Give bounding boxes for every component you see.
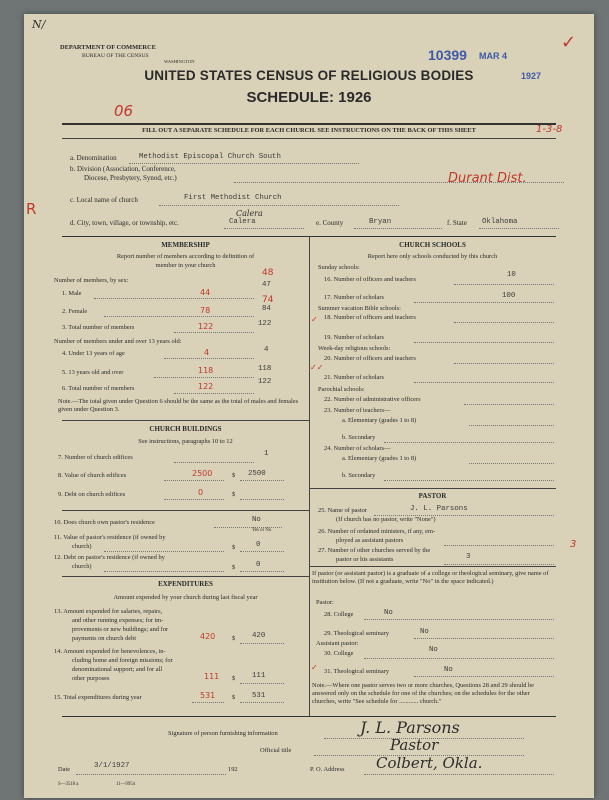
form-number: S—3518 a [58, 782, 79, 787]
q24a-label: a. Elementary (grades 1 to 8) [342, 455, 417, 462]
q5-label: 5. 13 years old and over [62, 369, 124, 376]
q21-check-icon: ✓✓ [310, 363, 324, 372]
q30-value: No [429, 646, 438, 654]
q26-label-2: ployed as assistant pastors [336, 537, 404, 544]
schools-subtitle: Report here only schools conducted by this church [367, 253, 498, 260]
q5-value: 118 [258, 365, 272, 373]
date-label: Date [58, 766, 71, 773]
q3-value: 122 [258, 320, 272, 328]
q8-value: 2500 [248, 470, 266, 478]
q8-label: 8. Value of church edifices [58, 472, 127, 479]
schedule-title: SCHEDULE: 1926 [246, 89, 372, 106]
state-label: f. State [447, 219, 467, 227]
signature-value: J. L. Parsons [360, 718, 460, 737]
membership-title: MEMBERSHIP [161, 241, 210, 249]
division-label-1: b. Division (Association, Conference, [70, 165, 176, 173]
county-label: e. County [316, 219, 344, 227]
pastor-note: Note.—Where one pastor serves two or more churches, Questions 28 and 29 should be answered only on the schedule for one of the churches; on the schedules for the other churches, write "See schedule for ............ church." [312, 682, 535, 705]
parochial-heading: Parochial schools: [318, 386, 365, 393]
red-date: 1-3-8 [536, 124, 563, 135]
q9-pencil: 0 [198, 488, 204, 497]
city-handwritten: Calera [236, 209, 263, 218]
q2-label: 2. Female [62, 308, 88, 315]
q15-value: 531 [252, 692, 266, 700]
membership-subtitle-2: member in your church [155, 262, 216, 269]
bureau-label: BUREAU OF THE CENSUS [82, 53, 149, 59]
q16-label: 16. Number of officers and teachers [324, 276, 416, 283]
city-value: Calera [229, 218, 256, 226]
instructions-line: FILL OUT A SEPARATE SCHEDULE FOR EACH CHURCH. SEE INSTRUCTIONS ON THE BACK OF THIS SHEET [142, 127, 476, 134]
q25-label: 25. Name of pastor [318, 507, 367, 514]
q14-value: 111 [252, 672, 266, 680]
received-stamp-number: 10399 [428, 47, 467, 63]
sex-heading: Number of members, by sex: [54, 277, 129, 284]
corner-mark: N/ [32, 18, 46, 31]
received-stamp-year: 1927 [521, 71, 542, 81]
q7-value: 1 [264, 450, 269, 458]
form-number-2: 11—9954 [116, 782, 136, 787]
q23b-label: b. Secondary [342, 434, 376, 441]
division-label-2: Diocese, Presbytery, Synod, etc.) [84, 174, 177, 182]
check-mark-icon: ✓ [561, 32, 577, 53]
red-code: 06 [114, 102, 134, 120]
membership-note: Note.—The total given under Question 6 should be the same as the total of males and females given under Question 3. [58, 398, 299, 413]
graduate-note: If pastor (or assistant pastor) is a graduate of a college or theological seminary, give name of institution below. (If not a graduate, write "No" in the space indicated.) [312, 570, 549, 585]
q17-label: 17. Number of scholars [324, 294, 384, 301]
q14-pencil: 111 [204, 672, 220, 681]
assistant-heading: Assistant pastor: [316, 640, 359, 647]
state-value: Oklahoma [482, 218, 518, 226]
q29-label: 29. Theological seminary [324, 630, 390, 637]
q27-value: 3 [466, 553, 471, 561]
expenditures-subtitle: Amount expended by your church during last fiscal year [113, 594, 258, 601]
q13-line-3: provements or new buildings; and for [72, 626, 169, 633]
q24b-label: b. Secondary [342, 472, 376, 479]
denomination-label: a. Denomination [70, 154, 117, 162]
q4-pencil: 4 [204, 348, 210, 357]
q23-label: 23. Number of teachers— [324, 407, 391, 414]
q12-label-2: church) [72, 563, 92, 570]
q27-label-1: 27. Number of other churches served by the [318, 547, 431, 554]
q31-value: No [444, 666, 453, 674]
official-title-label: Official title [260, 747, 292, 754]
q10-label: 10. Does church own pastor's residence [54, 519, 155, 526]
q1-pencil: 44 [200, 288, 211, 297]
sunday-heading: Sunday schools: [318, 264, 360, 271]
q1-label: 1. Male [62, 290, 82, 297]
po-address-label: P. O. Address [310, 766, 345, 773]
q3-pencil: 122 [198, 322, 214, 331]
q16-value: 10 [507, 271, 516, 279]
q4-value: 4 [264, 346, 269, 354]
q13-value: 420 [252, 632, 266, 640]
q29-value: No [420, 628, 429, 636]
age-heading: Number of members under and over 13 years old: [54, 338, 182, 345]
q14-line-2: cluding home and foreign missions; for [72, 657, 173, 664]
q14-line-4: other purposes [72, 675, 110, 682]
q1-value: 47 [262, 281, 271, 289]
department-label: DEPARTMENT OF COMMERCE [60, 44, 156, 51]
q25-hint: (If church has no pastor, write "None") [336, 516, 436, 523]
q11-label-1: 11. Value of pastor's residence (if owned by [54, 534, 166, 541]
q27-red: 3 [570, 539, 577, 550]
received-stamp-date: MAR 4 [479, 51, 508, 61]
q9-label: 9. Debt on church edifices [58, 491, 126, 498]
census-form: N/ DEPARTMENT OF COMMERCE BUREAU OF THE CENSUS WASHINGTON 10399 MAR 4 1927 ✓ UNITED STATES CENSUS OF RELIGIOUS BODIES SCHEDULE: 1926 06 FILL OUT A SEPARATE SCHEDULE FOR EACH CHURCH. SEE INSTRUCTIONS ON THE BACK OF THIS SHEET 1-3-8 a. Denomination Methodist Episcopal Church South b. Division (Association, Conference, Diocese, Presbytery, Synod, etc.) Durant Dist. R c. Local name of church First Methodist Church d. City, town, village, or township, etc. Calera Calera e. County Bryan f. State Oklahoma MEMBERSHIP Report number of members according to definition of member in your church Number of members, by sex: 1. Male 44 48 47 2. Female 78 74 84 3. Total number of members 122 122 Number of members under and over 13 years old: 4. Under 13 years of age 4 4 5. 13 years old and over 118 118 6. Total number of members 122 122 Note.—The total given under Question 6 should be the same as the total of males and females given under Question 3. CHURCH BUILDINGS See instructions, paragraphs 10 to 12 7. Number of church edifices 1 8. Value of church edifices 2500 $ 2500 9. Debt on church edifices 0 $ 10. Does church own pastor's residence No Yes or No 11. Value of pastor's residence (if owned by church) $ 0 12. Debt on pastor's residence (if owned by church) $ 0 EXPENDITURES Amount expended by your church during last fiscal year 13. Amount expended for salaries, repairs, and other running expenses; for im- provements or new buildings; and for payments on church debt 420 $ 420 14. Amount expended for benevolences, in- cluding home and foreign missions; for denominational support; and for all other purposes 111 $ 111 15. Total expenditures during year 531 $ 531 CHURCH SCHOOLS Report here only schools conducted by this church Sunday schools: 16. Number of officers and teachers 10 17. Number of scholars 100 Summer vacation Bible schools: ✓ 18. Number of officers and teachers 19. Number of scholars Week-day religious schools: 20. Number of officers and teachers ✓✓ 21. Number of scholars Parochial schools: 22. Number of administrative officers 23. Number of teachers— a. Elementary (grades 1 to 8) b. Secondary 24. Number of scholars— a. Elementary (grades 1 to 8) b. Secondary PASTOR 25. Name of pastor J. L. Parsons (If church has no pastor, write "None") 26. Number of ordained ministers, if any, em- ployed as assistant pastors 27. Number of other churches served by the pastor or his assistants 3 3 If pastor (or assistant pastor) is a graduate of a college or theological seminary, give name of institution below. (If not a graduate, write "No" in the space indicated.) Pastor: 28. College No 29. Theological seminary No Assistant pastor: 30. College No ✓ 31. Theological seminary No Note.—Where one pastor serves two or more churches, Questions 28 and 29 should be answered only on the schedule for one of the churches; on the schedules for the other churches, write "See schedule for ............ church." Signature of person furnishing information J. L. Parsons Official title Pastor Date 3/1/1927 192 P. O. Address Colbert, Okla. S—3518 a 11—9954 [24, 14, 594, 798]
q15-pencil: 531 [200, 691, 216, 700]
q22-label: 22. Number of administrative officers [324, 396, 421, 403]
summer-heading: Summer vacation Bible schools: [318, 305, 401, 312]
q11-value: 0 [256, 541, 261, 549]
local-name-label: c. Local name of church [70, 196, 138, 204]
q28-label: 28. College [324, 611, 354, 618]
q14-line-3: denominational support; and for all [72, 666, 163, 673]
county-value: Bryan [369, 218, 392, 226]
q17-value: 100 [502, 292, 516, 300]
q6-value: 122 [258, 378, 272, 386]
q5-pencil: 118 [198, 366, 214, 375]
q10-hint: Yes or No [252, 528, 272, 533]
signature-label: Signature of person furnishing information [168, 730, 278, 737]
weekday-heading: Week-day religious schools: [318, 345, 391, 352]
q2-value: 84 [262, 305, 271, 313]
q18-check-icon: ✓ [311, 315, 318, 324]
q19-label: 19. Number of scholars [324, 334, 384, 341]
q2-red: 74 [262, 295, 274, 305]
buildings-title: CHURCH BUILDINGS [149, 425, 222, 433]
q13-line-2: and other running expenses; for im- [72, 617, 164, 624]
q30-label: 30. College [324, 650, 354, 657]
q27-label-2: pastor or his assistants [336, 556, 394, 563]
form-title: UNITED STATES CENSUS OF RELIGIOUS BODIES [144, 68, 474, 83]
official-title-value: Pastor [390, 736, 439, 754]
city-label: WASHINGTON [164, 59, 195, 64]
q1-red: 48 [262, 268, 274, 278]
q31-label: 31. Theological seminary [324, 668, 390, 675]
q6-pencil: 122 [198, 382, 214, 391]
q31-check-icon: ✓ [311, 663, 318, 672]
q12-value: 0 [256, 561, 261, 569]
division-value: Durant Dist. [448, 171, 527, 186]
q18-label: 18. Number of officers and teachers [324, 314, 416, 321]
q3-label: 3. Total number of members [62, 324, 135, 331]
date-suffix: 192 [228, 766, 238, 773]
q12-label-1: 12. Debt on pastor's residence (if owned by [54, 554, 165, 561]
denomination-value: Methodist Episcopal Church South [139, 153, 281, 161]
pastor-title: PASTOR [418, 492, 447, 500]
q7-label: 7. Number of church edifices [58, 454, 133, 461]
q26-label-1: 26. Number of ordained ministers, if any, em- [318, 528, 436, 535]
q13-line-4: payments on church debt [72, 635, 137, 642]
q13-line-1: 13. Amount expended for salaries, repairs, [54, 608, 163, 615]
q15-label: 15. Total expenditures during year [54, 694, 142, 701]
q21-label: 21. Number of scholars [324, 374, 384, 381]
expenditures-title: EXPENDITURES [158, 580, 213, 588]
q20-label: 20. Number of officers and teachers [324, 355, 416, 362]
q14-line-1: 14. Amount expended for benevolences, in- [54, 648, 166, 655]
q2-pencil: 78 [200, 306, 211, 315]
q4-label: 4. Under 13 years of age [62, 350, 125, 357]
po-address-value: Colbert, Okla. [376, 754, 483, 772]
q23a-label: a. Elementary (grades 1 to 8) [342, 417, 417, 424]
q10-value: No [252, 516, 261, 524]
q24-label: 24. Number of scholars— [324, 445, 391, 452]
pastor-heading: Pastor: [316, 599, 334, 606]
schools-title: CHURCH SCHOOLS [399, 241, 466, 249]
q8-pencil: 2500 [192, 469, 213, 478]
membership-subtitle-1: Report number of members according to definition of [116, 253, 255, 260]
q25-value: J. L. Parsons [410, 505, 468, 513]
local-name-value: First Methodist Church [184, 194, 282, 202]
q28-value: No [384, 609, 393, 617]
q6-label: 6. Total number of members [62, 385, 135, 392]
city-field-label: d. City, town, village, or township, etc. [70, 219, 179, 227]
buildings-subtitle: See instructions, paragraphs 10 to 12 [138, 438, 233, 445]
q13-pencil: 420 [200, 632, 216, 641]
q11-label-2: church) [72, 543, 92, 550]
red-r-mark: R [26, 200, 37, 218]
date-value: 3/1/1927 [94, 762, 130, 770]
